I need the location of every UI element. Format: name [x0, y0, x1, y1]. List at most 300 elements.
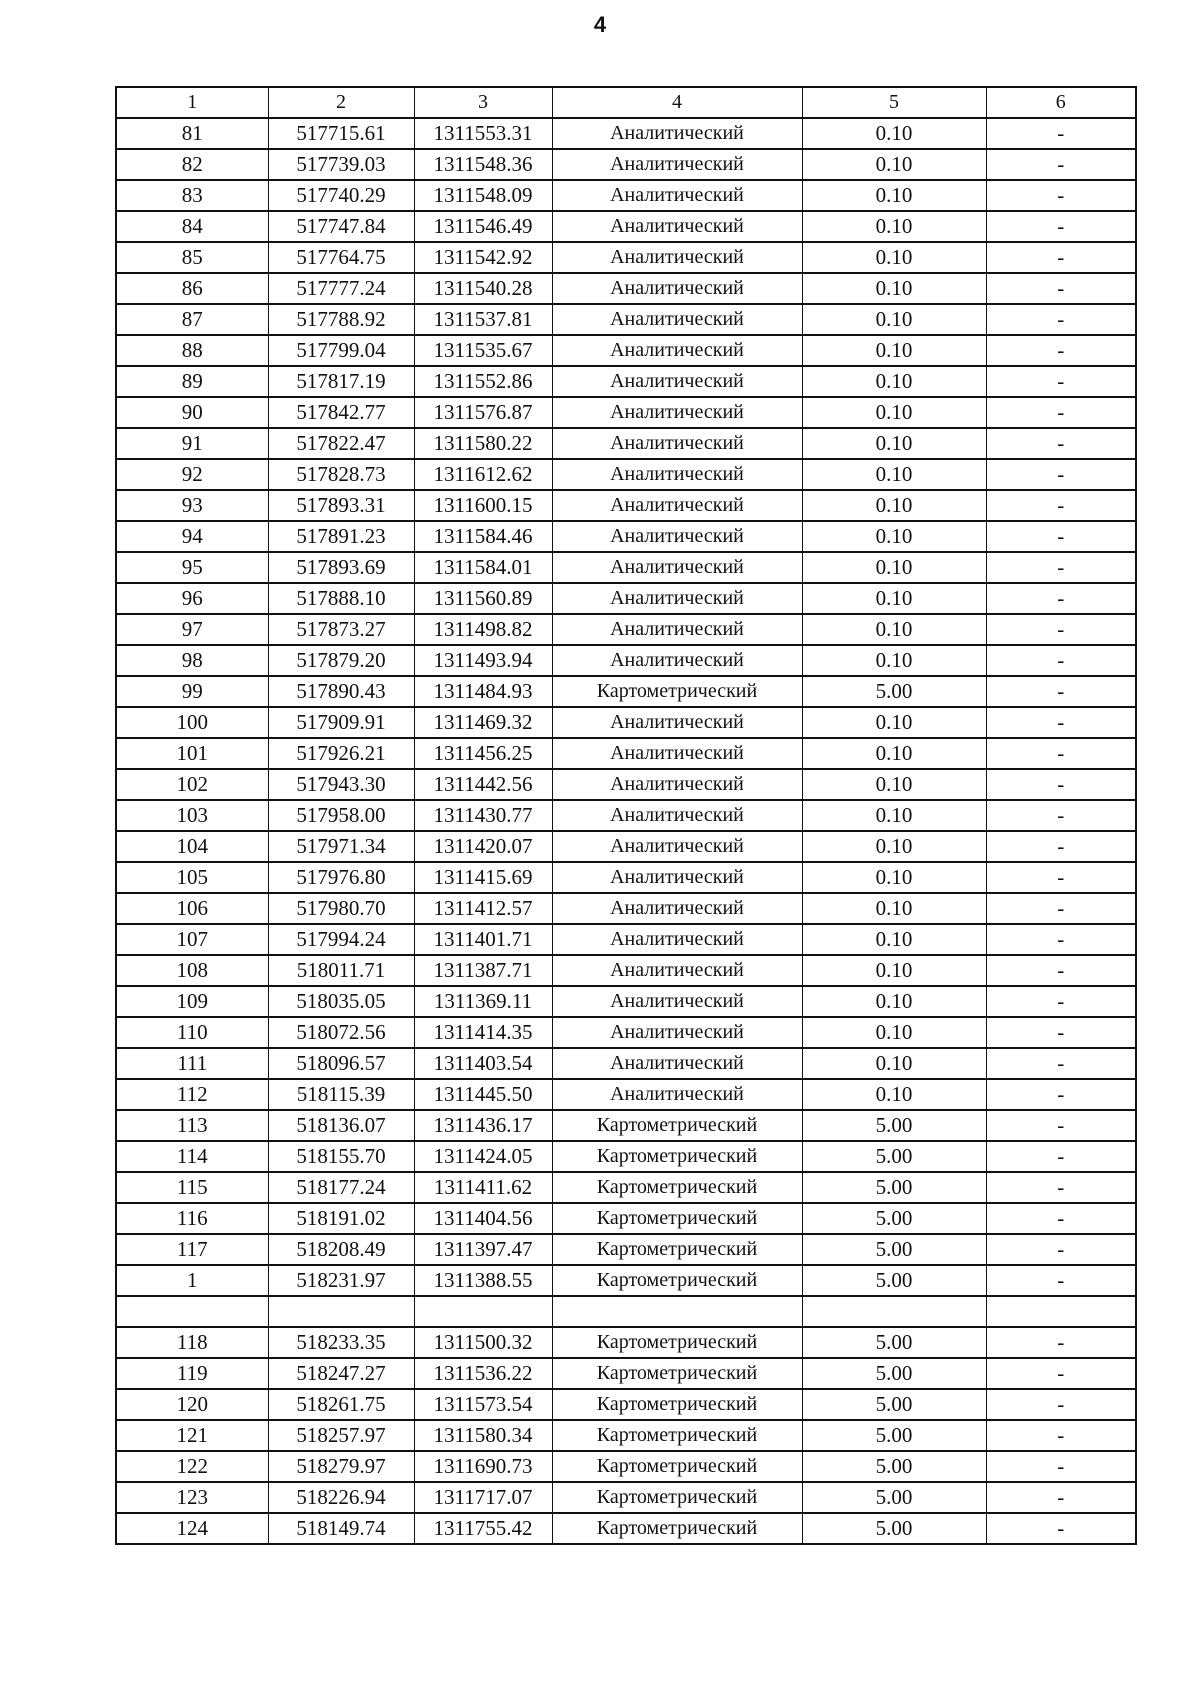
cell-method: Картометрический — [552, 1234, 802, 1265]
cell-point-number: 85 — [116, 242, 268, 273]
table-row — [116, 1327, 1136, 1358]
cell-method: Аналитический — [552, 521, 802, 552]
cell-method: Картометрический — [552, 1203, 802, 1234]
cell-method: Картометрический — [552, 1141, 802, 1172]
cell-note: - — [986, 1482, 1136, 1513]
table-row — [116, 211, 1136, 242]
cell-point-number — [116, 1296, 268, 1327]
cell-point-number: 84 — [116, 211, 268, 242]
table-header-row — [116, 87, 1136, 118]
cell-x: 518136.07 — [268, 1110, 414, 1141]
cell-y: 1311484.93 — [414, 676, 552, 707]
cell-y: 1311600.15 — [414, 490, 552, 521]
cell-x: 518177.24 — [268, 1172, 414, 1203]
table-row — [116, 1389, 1136, 1420]
table-row — [116, 459, 1136, 490]
cell-x: 518115.39 — [268, 1079, 414, 1110]
cell-x: 517891.23 — [268, 521, 414, 552]
cell-x: 517943.30 — [268, 769, 414, 800]
cell-note — [986, 1296, 1136, 1327]
cell-method: Аналитический — [552, 304, 802, 335]
cell-method: Аналитический — [552, 428, 802, 459]
cell-y: 1311369.11 — [414, 986, 552, 1017]
cell-x: 518072.56 — [268, 1017, 414, 1048]
table-row — [116, 1203, 1136, 1234]
table-body — [116, 118, 1136, 1544]
table-row — [116, 242, 1136, 273]
cell-x: 517893.31 — [268, 490, 414, 521]
cell-x: 517873.27 — [268, 614, 414, 645]
table-row — [116, 1172, 1136, 1203]
cell-x: 517971.34 — [268, 831, 414, 862]
table-row — [116, 738, 1136, 769]
cell-note: - — [986, 1513, 1136, 1544]
cell-note: - — [986, 986, 1136, 1017]
cell-x: 517888.10 — [268, 583, 414, 614]
cell-y: 1311430.77 — [414, 800, 552, 831]
table-row — [116, 118, 1136, 149]
cell-method: Аналитический — [552, 180, 802, 211]
cell-x: 518096.57 — [268, 1048, 414, 1079]
cell-y: 1311424.05 — [414, 1141, 552, 1172]
table-row — [116, 831, 1136, 862]
cell-y: 1311403.54 — [414, 1048, 552, 1079]
cell-note: - — [986, 831, 1136, 862]
table-row — [116, 1017, 1136, 1048]
cell-note: - — [986, 1420, 1136, 1451]
cell-point-number: 117 — [116, 1234, 268, 1265]
cell-point-number: 102 — [116, 769, 268, 800]
cell-y: 1311411.62 — [414, 1172, 552, 1203]
cell-point-number: 120 — [116, 1389, 268, 1420]
header-col-y: 3 — [414, 87, 552, 118]
cell-accuracy: 0.10 — [802, 645, 986, 676]
table-row — [116, 1079, 1136, 1110]
cell-accuracy: 5.00 — [802, 1172, 986, 1203]
cell-accuracy: 0.10 — [802, 583, 986, 614]
cell-note: - — [986, 180, 1136, 211]
cell-x: 518011.71 — [268, 955, 414, 986]
cell-x: 517788.92 — [268, 304, 414, 335]
cell-method: Аналитический — [552, 614, 802, 645]
table-row — [116, 676, 1136, 707]
cell-point-number: 116 — [116, 1203, 268, 1234]
cell-x: 518035.05 — [268, 986, 414, 1017]
cell-x: 518226.94 — [268, 1482, 414, 1513]
table-row — [116, 769, 1136, 800]
cell-note: - — [986, 552, 1136, 583]
cell-method: Аналитический — [552, 583, 802, 614]
cell-accuracy: 0.10 — [802, 614, 986, 645]
cell-method: Аналитический — [552, 366, 802, 397]
cell-method: Картометрический — [552, 1420, 802, 1451]
cell-y: 1311536.22 — [414, 1358, 552, 1389]
cell-note: - — [986, 769, 1136, 800]
cell-y: 1311415.69 — [414, 862, 552, 893]
cell-x: 517926.21 — [268, 738, 414, 769]
cell-method: Аналитический — [552, 707, 802, 738]
cell-method: Картометрический — [552, 1265, 802, 1296]
cell-note: - — [986, 366, 1136, 397]
cell-point-number: 99 — [116, 676, 268, 707]
table-row — [116, 397, 1136, 428]
table-row — [116, 1420, 1136, 1451]
cell-note: - — [986, 273, 1136, 304]
cell-y: 1311397.47 — [414, 1234, 552, 1265]
cell-accuracy: 0.10 — [802, 924, 986, 955]
cell-y: 1311436.17 — [414, 1110, 552, 1141]
cell-note: - — [986, 1079, 1136, 1110]
table-row — [116, 428, 1136, 459]
table-row — [116, 1141, 1136, 1172]
cell-note: - — [986, 118, 1136, 149]
cell-point-number: 83 — [116, 180, 268, 211]
cell-point-number: 106 — [116, 893, 268, 924]
cell-point-number: 114 — [116, 1141, 268, 1172]
cell-point-number: 108 — [116, 955, 268, 986]
cell-y: 1311717.07 — [414, 1482, 552, 1513]
cell-y: 1311580.34 — [414, 1420, 552, 1451]
cell-y: 1311580.22 — [414, 428, 552, 459]
cell-point-number: 111 — [116, 1048, 268, 1079]
cell-method: Аналитический — [552, 645, 802, 676]
cell-x: 517715.61 — [268, 118, 414, 149]
cell-method: Аналитический — [552, 769, 802, 800]
cell-note: - — [986, 738, 1136, 769]
cell-point-number: 98 — [116, 645, 268, 676]
cell-y: 1311412.57 — [414, 893, 552, 924]
cell-x: 517747.84 — [268, 211, 414, 242]
cell-point-number: 104 — [116, 831, 268, 862]
cell-x — [268, 1296, 414, 1327]
table-row — [116, 149, 1136, 180]
cell-accuracy: 5.00 — [802, 1513, 986, 1544]
cell-method: Картометрический — [552, 1482, 802, 1513]
table-row — [116, 490, 1136, 521]
cell-note: - — [986, 800, 1136, 831]
cell-y: 1311560.89 — [414, 583, 552, 614]
cell-method: Картометрический — [552, 1389, 802, 1420]
cell-point-number: 112 — [116, 1079, 268, 1110]
cell-note: - — [986, 1141, 1136, 1172]
cell-y: 1311404.56 — [414, 1203, 552, 1234]
cell-y: 1311498.82 — [414, 614, 552, 645]
cell-y: 1311755.42 — [414, 1513, 552, 1544]
cell-accuracy: 0.10 — [802, 180, 986, 211]
cell-accuracy: 5.00 — [802, 1203, 986, 1234]
cell-method: Аналитический — [552, 273, 802, 304]
cell-point-number: 86 — [116, 273, 268, 304]
cell-y: 1311540.28 — [414, 273, 552, 304]
cell-method: Аналитический — [552, 986, 802, 1017]
cell-accuracy: 5.00 — [802, 1451, 986, 1482]
cell-note: - — [986, 924, 1136, 955]
table-row — [116, 1451, 1136, 1482]
cell-note: - — [986, 614, 1136, 645]
cell-accuracy: 0.10 — [802, 428, 986, 459]
cell-y: 1311469.32 — [414, 707, 552, 738]
cell-note: - — [986, 490, 1136, 521]
cell-x: 518149.74 — [268, 1513, 414, 1544]
cell-accuracy: 5.00 — [802, 1141, 986, 1172]
cell-method: Картометрический — [552, 1327, 802, 1358]
cell-method: Аналитический — [552, 1079, 802, 1110]
cell-accuracy: 0.10 — [802, 366, 986, 397]
cell-y: 1311445.50 — [414, 1079, 552, 1110]
cell-point-number: 109 — [116, 986, 268, 1017]
cell-y: 1311493.94 — [414, 645, 552, 676]
cell-point-number: 87 — [116, 304, 268, 335]
cell-accuracy: 5.00 — [802, 1327, 986, 1358]
table-row — [116, 583, 1136, 614]
cell-note: - — [986, 1358, 1136, 1389]
cell-accuracy: 0.10 — [802, 459, 986, 490]
cell-accuracy: 0.10 — [802, 738, 986, 769]
cell-note: - — [986, 1017, 1136, 1048]
cell-x: 517764.75 — [268, 242, 414, 273]
cell-method: Аналитический — [552, 490, 802, 521]
cell-x: 517976.80 — [268, 862, 414, 893]
cell-x: 517822.47 — [268, 428, 414, 459]
cell-y: 1311456.25 — [414, 738, 552, 769]
cell-note: - — [986, 428, 1136, 459]
header-col-point-number: 1 — [116, 87, 268, 118]
cell-accuracy: 0.10 — [802, 800, 986, 831]
table-row — [116, 521, 1136, 552]
cell-method: Аналитический — [552, 335, 802, 366]
cell-note: - — [986, 521, 1136, 552]
cell-method: Картометрический — [552, 676, 802, 707]
cell-point-number: 92 — [116, 459, 268, 490]
cell-accuracy: 0.10 — [802, 335, 986, 366]
cell-x: 518208.49 — [268, 1234, 414, 1265]
cell-x: 517842.77 — [268, 397, 414, 428]
cell-note: - — [986, 304, 1136, 335]
cell-method: Аналитический — [552, 459, 802, 490]
cell-note: - — [986, 1389, 1136, 1420]
cell-note: - — [986, 676, 1136, 707]
table-row — [116, 304, 1136, 335]
cell-x: 517994.24 — [268, 924, 414, 955]
cell-x: 517909.91 — [268, 707, 414, 738]
page-number: 4 — [593, 12, 607, 37]
cell-accuracy: 0.10 — [802, 955, 986, 986]
cell-accuracy: 0.10 — [802, 490, 986, 521]
cell-accuracy: 5.00 — [802, 1358, 986, 1389]
cell-x: 517777.24 — [268, 273, 414, 304]
cell-note: - — [986, 1203, 1136, 1234]
cell-x: 517890.43 — [268, 676, 414, 707]
cell-x: 518247.27 — [268, 1358, 414, 1389]
cell-x: 518191.02 — [268, 1203, 414, 1234]
cell-method: Аналитический — [552, 800, 802, 831]
cell-point-number: 89 — [116, 366, 268, 397]
cell-y: 1311401.71 — [414, 924, 552, 955]
table-row — [116, 1234, 1136, 1265]
cell-accuracy: 0.10 — [802, 118, 986, 149]
cell-accuracy: 0.10 — [802, 986, 986, 1017]
cell-y: 1311500.32 — [414, 1327, 552, 1358]
cell-point-number: 103 — [116, 800, 268, 831]
cell-y: 1311548.36 — [414, 149, 552, 180]
cell-point-number: 105 — [116, 862, 268, 893]
cell-accuracy — [802, 1296, 986, 1327]
cell-note: - — [986, 645, 1136, 676]
cell-method: Аналитический — [552, 397, 802, 428]
cell-note: - — [986, 893, 1136, 924]
table-row — [116, 955, 1136, 986]
cell-x: 518261.75 — [268, 1389, 414, 1420]
table-row — [116, 893, 1136, 924]
table-row — [116, 645, 1136, 676]
cell-accuracy: 5.00 — [802, 676, 986, 707]
coordinates-table — [115, 86, 1137, 1545]
cell-x: 517739.03 — [268, 149, 414, 180]
cell-method: Аналитический — [552, 831, 802, 862]
cell-note: - — [986, 1265, 1136, 1296]
table-row — [116, 366, 1136, 397]
cell-method: Аналитический — [552, 211, 802, 242]
cell-x: 518279.97 — [268, 1451, 414, 1482]
cell-x: 517980.70 — [268, 893, 414, 924]
cell-accuracy: 0.10 — [802, 521, 986, 552]
cell-method — [552, 1296, 802, 1327]
cell-accuracy: 0.10 — [802, 397, 986, 428]
cell-x: 517817.19 — [268, 366, 414, 397]
cell-method: Аналитический — [552, 1017, 802, 1048]
cell-note: - — [986, 862, 1136, 893]
cell-x: 517828.73 — [268, 459, 414, 490]
cell-point-number: 97 — [116, 614, 268, 645]
header-col-method: 4 — [552, 87, 802, 118]
cell-y: 1311420.07 — [414, 831, 552, 862]
cell-point-number: 96 — [116, 583, 268, 614]
cell-method: Аналитический — [552, 118, 802, 149]
cell-note: - — [986, 1451, 1136, 1482]
cell-point-number: 119 — [116, 1358, 268, 1389]
cell-point-number: 101 — [116, 738, 268, 769]
cell-accuracy: 0.10 — [802, 769, 986, 800]
cell-note: - — [986, 1172, 1136, 1203]
cell-method: Аналитический — [552, 552, 802, 583]
cell-point-number: 107 — [116, 924, 268, 955]
cell-y: 1311546.49 — [414, 211, 552, 242]
cell-accuracy: 0.10 — [802, 149, 986, 180]
cell-accuracy: 0.10 — [802, 707, 986, 738]
cell-y: 1311442.56 — [414, 769, 552, 800]
cell-point-number: 121 — [116, 1420, 268, 1451]
cell-point-number: 95 — [116, 552, 268, 583]
cell-note: - — [986, 1327, 1136, 1358]
cell-method: Аналитический — [552, 893, 802, 924]
table-row — [116, 1358, 1136, 1389]
table-row — [116, 986, 1136, 1017]
cell-note: - — [986, 242, 1136, 273]
cell-accuracy: 0.10 — [802, 893, 986, 924]
table-row — [116, 614, 1136, 645]
table-row — [116, 180, 1136, 211]
cell-accuracy: 5.00 — [802, 1234, 986, 1265]
table-row — [116, 1110, 1136, 1141]
cell-method: Картометрический — [552, 1513, 802, 1544]
cell-y: 1311535.67 — [414, 335, 552, 366]
cell-method: Аналитический — [552, 149, 802, 180]
cell-method: Картометрический — [552, 1110, 802, 1141]
cell-method: Картометрический — [552, 1451, 802, 1482]
table-row — [116, 924, 1136, 955]
cell-method: Аналитический — [552, 862, 802, 893]
cell-x: 517799.04 — [268, 335, 414, 366]
cell-x: 518233.35 — [268, 1327, 414, 1358]
cell-method: Картометрический — [552, 1358, 802, 1389]
cell-method: Аналитический — [552, 242, 802, 273]
cell-point-number: 90 — [116, 397, 268, 428]
cell-accuracy: 0.10 — [802, 552, 986, 583]
cell-y: 1311542.92 — [414, 242, 552, 273]
cell-point-number: 113 — [116, 1110, 268, 1141]
table-row — [116, 1265, 1136, 1296]
table-row — [116, 552, 1136, 583]
cell-point-number: 81 — [116, 118, 268, 149]
cell-point-number: 88 — [116, 335, 268, 366]
cell-note: - — [986, 583, 1136, 614]
cell-point-number: 124 — [116, 1513, 268, 1544]
table-row — [116, 1513, 1136, 1544]
cell-y: 1311690.73 — [414, 1451, 552, 1482]
table-row — [116, 1048, 1136, 1079]
cell-y — [414, 1296, 552, 1327]
cell-note: - — [986, 459, 1136, 490]
cell-point-number: 110 — [116, 1017, 268, 1048]
cell-note: - — [986, 1048, 1136, 1079]
cell-y: 1311414.35 — [414, 1017, 552, 1048]
cell-x: 517740.29 — [268, 180, 414, 211]
cell-x: 517879.20 — [268, 645, 414, 676]
cell-method: Аналитический — [552, 955, 802, 986]
cell-point-number: 93 — [116, 490, 268, 521]
cell-point-number: 91 — [116, 428, 268, 459]
table-row — [116, 862, 1136, 893]
cell-method: Аналитический — [552, 924, 802, 955]
cell-y: 1311553.31 — [414, 118, 552, 149]
cell-y: 1311388.55 — [414, 1265, 552, 1296]
cell-note: - — [986, 149, 1136, 180]
cell-accuracy: 0.10 — [802, 1079, 986, 1110]
table-row — [116, 1296, 1136, 1327]
header-col-x: 2 — [268, 87, 414, 118]
table-row — [116, 800, 1136, 831]
table-row — [116, 335, 1136, 366]
table-row — [116, 1482, 1136, 1513]
cell-y: 1311576.87 — [414, 397, 552, 428]
cell-point-number: 115 — [116, 1172, 268, 1203]
cell-accuracy: 0.10 — [802, 831, 986, 862]
cell-note: - — [986, 1234, 1136, 1265]
cell-accuracy: 0.10 — [802, 1048, 986, 1079]
cell-method: Аналитический — [552, 1048, 802, 1079]
cell-point-number: 100 — [116, 707, 268, 738]
cell-accuracy: 5.00 — [802, 1110, 986, 1141]
cell-accuracy: 5.00 — [802, 1482, 986, 1513]
cell-x: 518231.97 — [268, 1265, 414, 1296]
cell-y: 1311387.71 — [414, 955, 552, 986]
cell-method: Аналитический — [552, 738, 802, 769]
cell-point-number: 82 — [116, 149, 268, 180]
cell-accuracy: 0.10 — [802, 1017, 986, 1048]
cell-x: 517893.69 — [268, 552, 414, 583]
cell-accuracy: 0.10 — [802, 242, 986, 273]
header-col-accuracy: 5 — [802, 87, 986, 118]
